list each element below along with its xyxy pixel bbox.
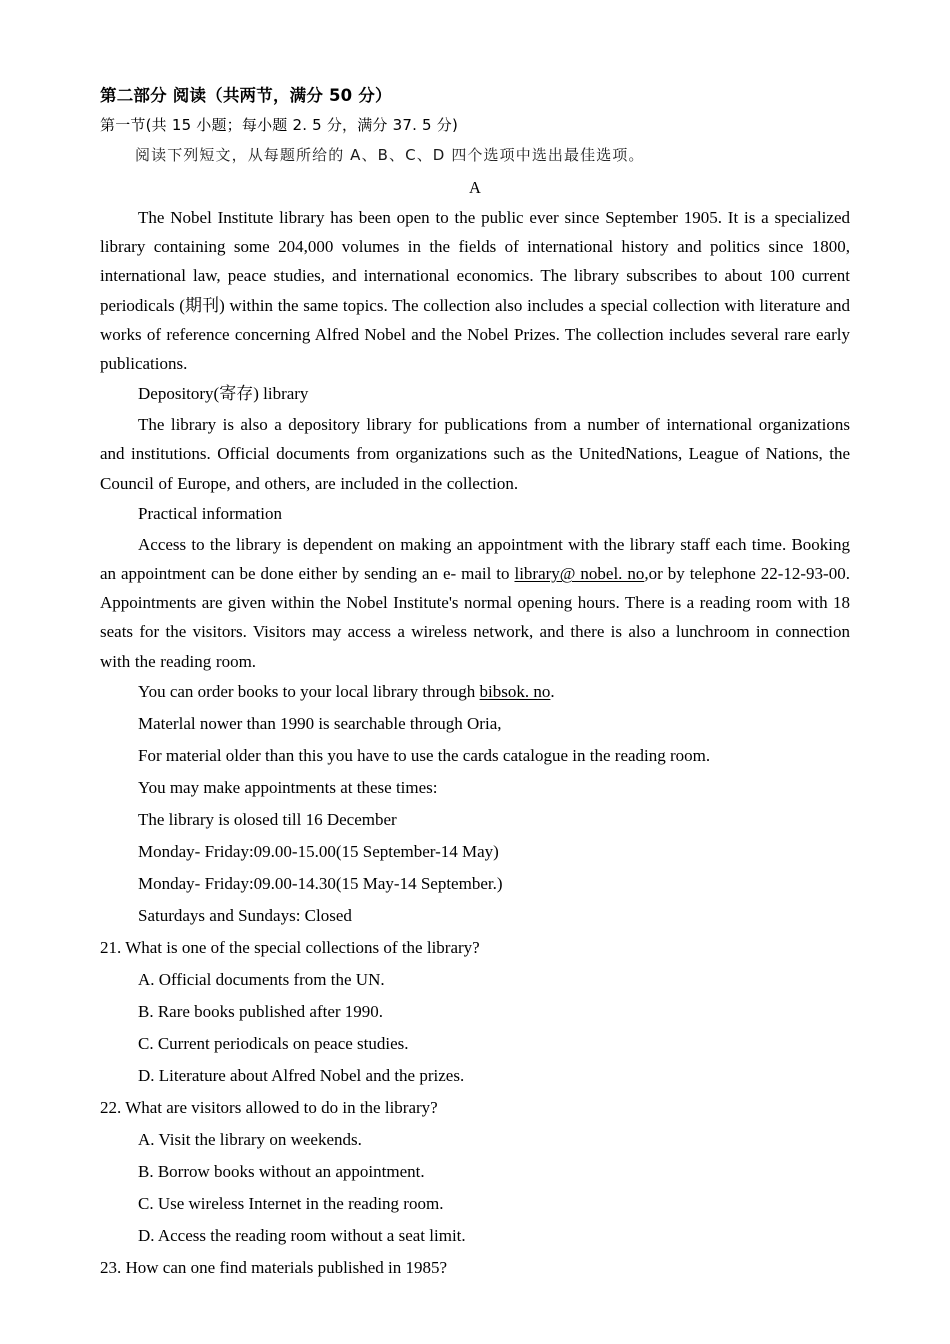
- question-21-option-b[interactable]: B. Rare books published after 1990.: [138, 1001, 384, 1021]
- info-line-weekend-closed: Saturdays and Sundays: Closed: [138, 905, 352, 925]
- question-23-stem: 23. How can one find materials published in 1985?: [100, 1257, 448, 1277]
- bibsok-link[interactable]: bibsok. no: [479, 681, 551, 701]
- question-21-stem: 21. What is one of the special collections of the library?: [100, 937, 480, 957]
- question-22-option-a[interactable]: A. Visit the library on weekends.: [138, 1129, 362, 1149]
- info-line-oria: Materlal nower than 1990 is searchable through Oria,: [138, 713, 502, 733]
- reading-instruction: 阅读下列短文，从每题所给的 A、B、C、D 四个选项中选出最佳选项。: [135, 146, 645, 164]
- info-line-1-text-after: .: [550, 681, 555, 701]
- info-line-hours-summer: Monday- Friday:09.00-14.30(15 May-14 September.): [138, 873, 503, 893]
- passage-paragraph-1: The Nobel Institute library has been open to the public ever since September 1905. It is a specialized library containing some 204,000 volumes in the fields of international history and politics since 1800, international law, peace studies, and international economics. The library subscribes to about 100 current periodicals (期刊) within the same topics. The collection also includes a special collection with literature and works of reference concerning Alfred Nobel and the Nobel Prizes. The collection includes several rare early publications.: [100, 208, 850, 374]
- document-content: [100, 82, 850, 1284]
- info-line-hours-winter: Monday- Friday:09.00-15.00(15 September-14 May): [138, 841, 499, 861]
- info-line-closed-december: The library is olosed till 16 December: [138, 809, 397, 829]
- passage-subheading-depository: Depository(寄存) library: [138, 384, 309, 404]
- info-line-cards-catalogue: For material older than this you have to use the cards catalogue in the reading room.: [138, 745, 711, 765]
- paragraph-3-text-after: ,or by telephone 22-12-93-00. Appointments are given within the Nobel Institute's normal opening hours. There is a reading room with 18 seats for the visitors. Visitors may access a wireless network, and there is also a lunchroom in connection with the reading room.: [100, 564, 850, 671]
- passage-subheading-practical: Practical information: [138, 503, 282, 523]
- passage-label-a: A: [469, 178, 481, 197]
- info-line-1-text-before: You can order books to your local library through: [138, 681, 480, 701]
- question-22-option-b[interactable]: B. Borrow books without an appointment.: [138, 1161, 425, 1181]
- info-line-order-books: [100, 676, 850, 708]
- question-22-option-d[interactable]: D. Access the reading room without a seat limit.: [138, 1225, 466, 1245]
- email-link[interactable]: library@ nobel. no: [514, 564, 645, 584]
- subsection-title: 第一节(共 15 小题；每小题 2. 5 分，满分 37. 5 分): [100, 116, 458, 134]
- paragraph-3-text-before: Access to the library is dependent on making an appointment with the library staff each time. Booking an appointment can be done either by sending an e- mail to: [100, 534, 850, 584]
- passage-paragraph-2: The library is also a depository library for publications from a number of international organizations and institutions. Official documents from organizations such as the UnitedNations, League of Nations, the Council of Europe, and others, are included in the collection.: [100, 415, 850, 493]
- section-title: 第二部分 阅读（共两节，满分 50 分）: [100, 86, 392, 105]
- question-22-stem: 22. What are visitors allowed to do in the library?: [100, 1097, 438, 1117]
- question-22-option-c[interactable]: C. Use wireless Internet in the reading room.: [138, 1193, 444, 1213]
- question-21-option-c[interactable]: C. Current periodicals on peace studies.: [138, 1033, 409, 1053]
- passage-paragraph-3: [100, 530, 850, 676]
- info-line-appointment-times: You may make appointments at these times:: [138, 777, 438, 797]
- question-21-option-d[interactable]: D. Literature about Alfred Nobel and the prizes.: [138, 1065, 465, 1085]
- question-21-option-a[interactable]: A. Official documents from the UN.: [138, 969, 385, 989]
